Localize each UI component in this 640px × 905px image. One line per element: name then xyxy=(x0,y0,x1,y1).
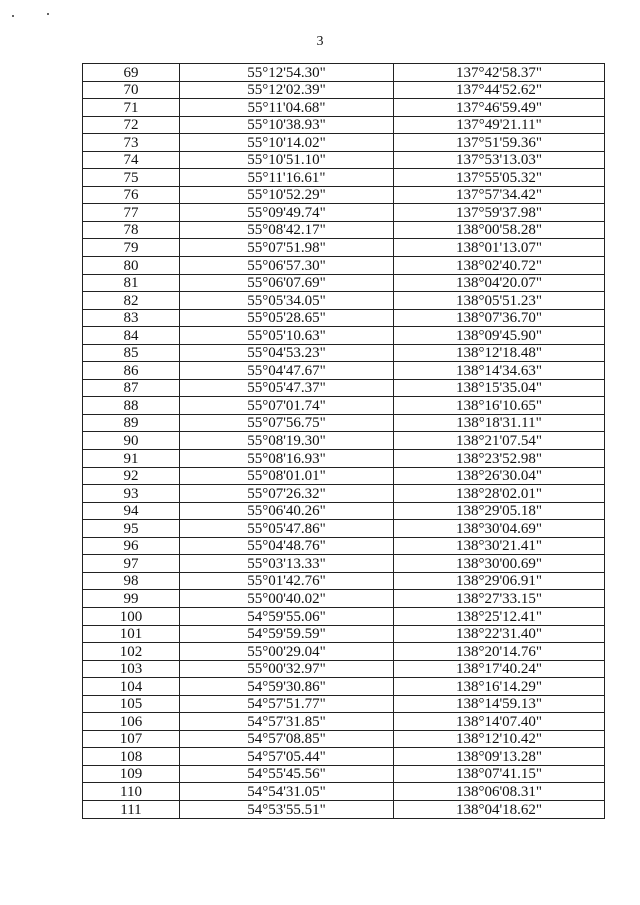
longitude-cell: 138°23'52.98" xyxy=(394,450,605,468)
latitude-cell: 55°06'07.69" xyxy=(180,274,394,292)
latitude-cell: 55°04'48.76" xyxy=(180,537,394,555)
point-number-cell: 99 xyxy=(83,590,180,608)
latitude-cell: 54°57'08.85" xyxy=(180,730,394,748)
table-row xyxy=(83,695,605,713)
longitude-cell: 137°51'59.36" xyxy=(394,134,605,152)
table-row xyxy=(83,467,605,485)
latitude-cell: 55°00'40.02" xyxy=(180,590,394,608)
table-row xyxy=(83,450,605,468)
table-row xyxy=(83,502,605,520)
page-number: 3 xyxy=(316,34,324,49)
point-number-cell: 91 xyxy=(83,450,180,468)
table-row xyxy=(83,748,605,766)
table-row xyxy=(83,572,605,590)
latitude-cell: 55°00'29.04" xyxy=(180,643,394,661)
longitude-cell: 137°59'37.98" xyxy=(394,204,605,222)
point-number-cell: 75 xyxy=(83,169,180,187)
latitude-cell: 55°10'52.29" xyxy=(180,186,394,204)
latitude-cell: 55°05'10.63" xyxy=(180,327,394,345)
point-number-cell: 95 xyxy=(83,520,180,538)
scan-speck-1 xyxy=(12,15,14,17)
table-row xyxy=(83,730,605,748)
latitude-cell: 54°53'55.51" xyxy=(180,800,394,818)
longitude-cell: 138°00'58.28" xyxy=(394,221,605,239)
longitude-cell: 138°20'14.76" xyxy=(394,643,605,661)
table-row xyxy=(83,81,605,99)
table-row xyxy=(83,607,605,625)
longitude-cell: 138°06'08.31" xyxy=(394,783,605,801)
table-row xyxy=(83,99,605,117)
table-row xyxy=(83,643,605,661)
table-row xyxy=(83,309,605,327)
point-number-cell: 105 xyxy=(83,695,180,713)
longitude-cell: 138°15'35.04" xyxy=(394,379,605,397)
longitude-cell: 138°18'31.11" xyxy=(394,414,605,432)
point-number-cell: 82 xyxy=(83,292,180,310)
latitude-cell: 55°05'28.65" xyxy=(180,309,394,327)
latitude-cell: 55°00'32.97" xyxy=(180,660,394,678)
point-number-cell: 92 xyxy=(83,467,180,485)
longitude-cell: 138°30'00.69" xyxy=(394,555,605,573)
point-number-cell: 89 xyxy=(83,414,180,432)
longitude-cell: 137°55'05.32" xyxy=(394,169,605,187)
table-row xyxy=(83,221,605,239)
table-row xyxy=(83,590,605,608)
latitude-cell: 55°10'14.02" xyxy=(180,134,394,152)
point-number-cell: 97 xyxy=(83,555,180,573)
point-number-cell: 85 xyxy=(83,344,180,362)
point-number-cell: 81 xyxy=(83,274,180,292)
longitude-cell: 138°30'21.41" xyxy=(394,537,605,555)
table-row xyxy=(83,520,605,538)
point-number-cell: 103 xyxy=(83,660,180,678)
table-row xyxy=(83,151,605,169)
latitude-cell: 54°59'55.06" xyxy=(180,607,394,625)
longitude-cell: 138°26'30.04" xyxy=(394,467,605,485)
latitude-cell: 55°06'57.30" xyxy=(180,257,394,275)
table-row xyxy=(83,344,605,362)
point-number-cell: 76 xyxy=(83,186,180,204)
longitude-cell: 138°09'13.28" xyxy=(394,748,605,766)
point-number-cell: 111 xyxy=(83,800,180,818)
table-row xyxy=(83,327,605,345)
point-number-cell: 70 xyxy=(83,81,180,99)
scan-speck-2 xyxy=(47,13,49,15)
latitude-cell: 55°06'40.26" xyxy=(180,502,394,520)
latitude-cell: 55°08'16.93" xyxy=(180,450,394,468)
point-number-cell: 83 xyxy=(83,309,180,327)
table-row xyxy=(83,169,605,187)
table-row xyxy=(83,292,605,310)
point-number-cell: 72 xyxy=(83,116,180,134)
table-row xyxy=(83,204,605,222)
point-number-cell: 79 xyxy=(83,239,180,257)
latitude-cell: 55°08'01.01" xyxy=(180,467,394,485)
latitude-cell: 55°07'56.75" xyxy=(180,414,394,432)
table-row xyxy=(83,257,605,275)
latitude-cell: 55°08'19.30" xyxy=(180,432,394,450)
point-number-cell: 78 xyxy=(83,221,180,239)
table-row xyxy=(83,555,605,573)
table-row xyxy=(83,397,605,415)
longitude-cell: 138°22'31.40" xyxy=(394,625,605,643)
latitude-cell: 55°05'34.05" xyxy=(180,292,394,310)
longitude-cell: 138°07'41.15" xyxy=(394,765,605,783)
latitude-cell: 55°07'01.74" xyxy=(180,397,394,415)
point-number-cell: 94 xyxy=(83,502,180,520)
table-row xyxy=(83,625,605,643)
point-number-cell: 90 xyxy=(83,432,180,450)
longitude-cell: 138°14'59.13" xyxy=(394,695,605,713)
longitude-cell: 138°14'07.40" xyxy=(394,713,605,731)
latitude-cell: 54°54'31.05" xyxy=(180,783,394,801)
latitude-cell: 55°07'51.98" xyxy=(180,239,394,257)
longitude-cell: 138°02'40.72" xyxy=(394,257,605,275)
latitude-cell: 55°03'13.33" xyxy=(180,555,394,573)
latitude-cell: 55°01'42.76" xyxy=(180,572,394,590)
table-row xyxy=(83,186,605,204)
longitude-cell: 138°09'45.90" xyxy=(394,327,605,345)
latitude-cell: 55°12'02.39" xyxy=(180,81,394,99)
point-number-cell: 101 xyxy=(83,625,180,643)
point-number-cell: 100 xyxy=(83,607,180,625)
longitude-cell: 137°49'21.11" xyxy=(394,116,605,134)
point-number-cell: 69 xyxy=(83,64,180,82)
latitude-cell: 55°05'47.37" xyxy=(180,379,394,397)
table-row xyxy=(83,678,605,696)
table-row xyxy=(83,537,605,555)
longitude-cell: 138°29'05.18" xyxy=(394,502,605,520)
table-row xyxy=(83,379,605,397)
latitude-cell: 55°11'16.61" xyxy=(180,169,394,187)
longitude-cell: 138°21'07.54" xyxy=(394,432,605,450)
point-number-cell: 107 xyxy=(83,730,180,748)
longitude-cell: 138°01'13.07" xyxy=(394,239,605,257)
longitude-cell: 138°17'40.24" xyxy=(394,660,605,678)
table-row xyxy=(83,713,605,731)
point-number-cell: 88 xyxy=(83,397,180,415)
latitude-cell: 55°08'42.17" xyxy=(180,221,394,239)
longitude-cell: 138°16'14.29" xyxy=(394,678,605,696)
longitude-cell: 138°14'34.63" xyxy=(394,362,605,380)
table-row xyxy=(83,362,605,380)
point-number-cell: 86 xyxy=(83,362,180,380)
latitude-cell: 54°57'31.85" xyxy=(180,713,394,731)
longitude-cell: 137°53'13.03" xyxy=(394,151,605,169)
point-number-cell: 87 xyxy=(83,379,180,397)
point-number-cell: 106 xyxy=(83,713,180,731)
latitude-cell: 55°04'53.23" xyxy=(180,344,394,362)
point-number-cell: 73 xyxy=(83,134,180,152)
latitude-cell: 54°57'51.77" xyxy=(180,695,394,713)
point-number-cell: 104 xyxy=(83,678,180,696)
longitude-cell: 138°27'33.15" xyxy=(394,590,605,608)
point-number-cell: 110 xyxy=(83,783,180,801)
latitude-cell: 55°09'49.74" xyxy=(180,204,394,222)
point-number-cell: 77 xyxy=(83,204,180,222)
longitude-cell: 137°46'59.49" xyxy=(394,99,605,117)
longitude-cell: 138°12'18.48" xyxy=(394,344,605,362)
table-row xyxy=(83,783,605,801)
point-number-cell: 93 xyxy=(83,485,180,503)
table-row xyxy=(83,485,605,503)
table-row xyxy=(83,274,605,292)
longitude-cell: 138°04'20.07" xyxy=(394,274,605,292)
coordinates-table xyxy=(82,63,605,819)
longitude-cell: 138°30'04.69" xyxy=(394,520,605,538)
latitude-cell: 55°11'04.68" xyxy=(180,99,394,117)
point-number-cell: 109 xyxy=(83,765,180,783)
table-row xyxy=(83,414,605,432)
point-number-cell: 80 xyxy=(83,257,180,275)
point-number-cell: 74 xyxy=(83,151,180,169)
longitude-cell: 137°57'34.42" xyxy=(394,186,605,204)
point-number-cell: 96 xyxy=(83,537,180,555)
latitude-cell: 54°59'30.86" xyxy=(180,678,394,696)
longitude-cell: 138°04'18.62" xyxy=(394,800,605,818)
table-row xyxy=(83,116,605,134)
point-number-cell: 108 xyxy=(83,748,180,766)
latitude-cell: 55°07'26.32" xyxy=(180,485,394,503)
coordinates-table-body xyxy=(83,64,605,819)
table-row xyxy=(83,765,605,783)
table-row xyxy=(83,660,605,678)
latitude-cell: 55°04'47.67" xyxy=(180,362,394,380)
longitude-cell: 138°29'06.91" xyxy=(394,572,605,590)
longitude-cell: 137°42'58.37" xyxy=(394,64,605,82)
longitude-cell: 138°28'02.01" xyxy=(394,485,605,503)
latitude-cell: 55°10'38.93" xyxy=(180,116,394,134)
longitude-cell: 138°16'10.65" xyxy=(394,397,605,415)
latitude-cell: 55°10'51.10" xyxy=(180,151,394,169)
longitude-cell: 138°25'12.41" xyxy=(394,607,605,625)
point-number-cell: 71 xyxy=(83,99,180,117)
longitude-cell: 138°12'10.42" xyxy=(394,730,605,748)
latitude-cell: 55°12'54.30" xyxy=(180,64,394,82)
latitude-cell: 55°05'47.86" xyxy=(180,520,394,538)
longitude-cell: 138°05'51.23" xyxy=(394,292,605,310)
point-number-cell: 84 xyxy=(83,327,180,345)
longitude-cell: 137°44'52.62" xyxy=(394,81,605,99)
table-row xyxy=(83,800,605,818)
table-row xyxy=(83,134,605,152)
latitude-cell: 54°57'05.44" xyxy=(180,748,394,766)
latitude-cell: 54°55'45.56" xyxy=(180,765,394,783)
longitude-cell: 138°07'36.70" xyxy=(394,309,605,327)
point-number-cell: 102 xyxy=(83,643,180,661)
table-row xyxy=(83,432,605,450)
table-row xyxy=(83,239,605,257)
point-number-cell: 98 xyxy=(83,572,180,590)
latitude-cell: 54°59'59.59" xyxy=(180,625,394,643)
table-row xyxy=(83,64,605,82)
